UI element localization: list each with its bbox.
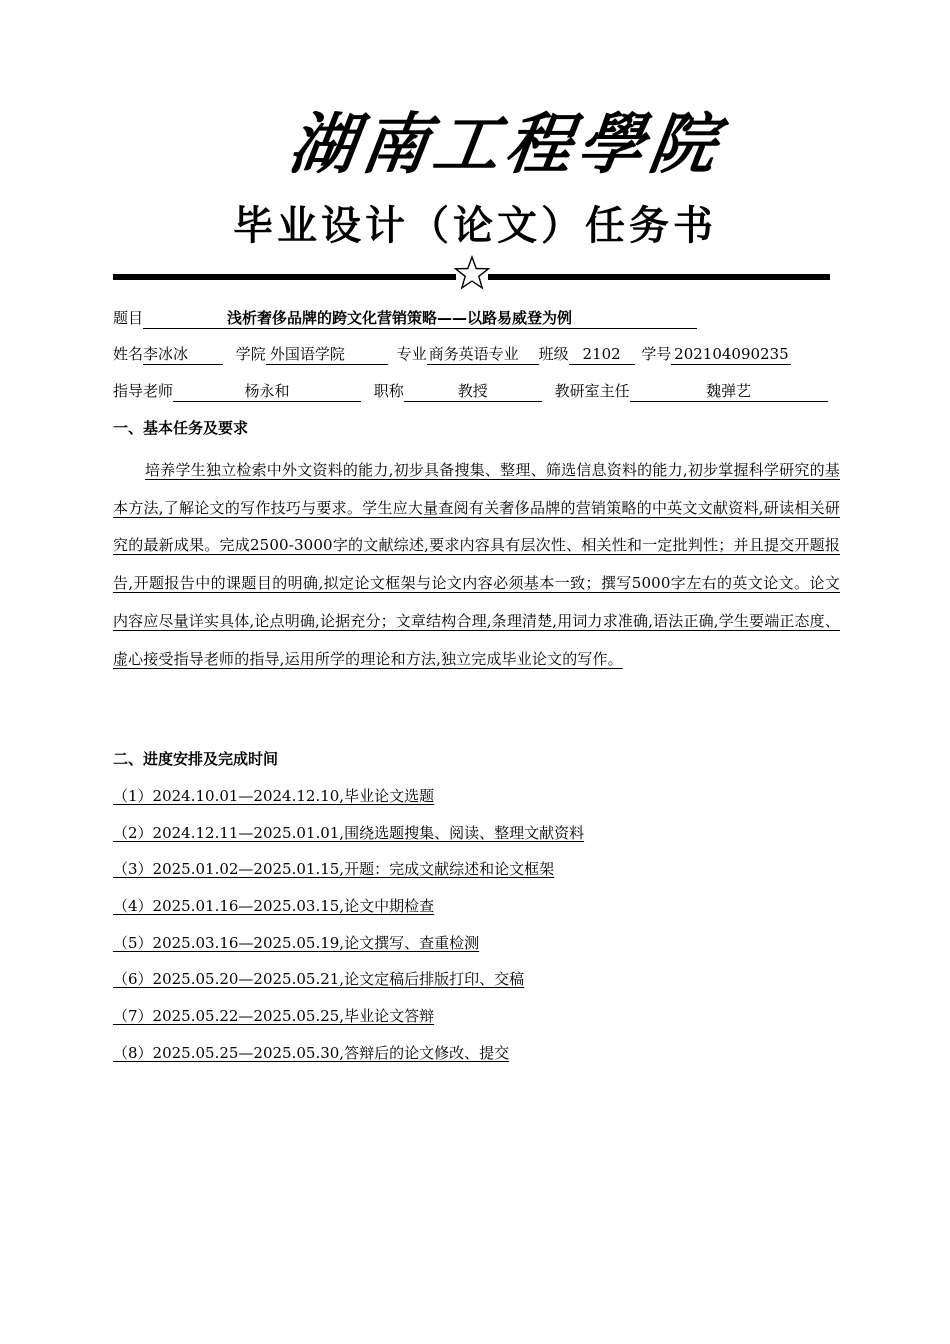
schedule-item: （2）2024.12.11—2025.01.01,围绕选题搜集、阅读、整理文献资料 (113, 824, 585, 842)
title-value: 教授 (404, 381, 542, 402)
schedule-item: （4）2025.01.16—2025.03.15,论文中期检查 (113, 897, 435, 915)
divider-right (488, 274, 830, 280)
class-value: 2102 (569, 344, 635, 365)
advisor-label: 指导老师 (113, 382, 174, 400)
title-label: 职称 (373, 382, 404, 400)
schedule-item: （5）2025.03.16—2025.05.19,论文撰写、查重检测 (113, 934, 480, 952)
topic-label: 题目 (113, 309, 144, 327)
section2-heading: 二、进度安排及完成时间 (113, 750, 279, 768)
student-id-label: 学号 (641, 345, 672, 363)
section1-paragraph: 培养学生独立检索中外文资料的能力,初步具备搜集、整理、筛选信息资料的能力,初步掌握科学研究的基本方法,了解论文的写作技巧与要求。学生应大量查阅有关奢侈品牌的营销策略的中英文文献资料,研读相关研究的最新成果。完成2500-3000字的文献综述,要求内容具有层次性、相关性和一定批判性；并且提交开题报告,开题报告中的课题目的明确,拟定论文框架与论文内容必须基本一致；撰写5000字左右的英文论文。论文内容应尽量详实具体,论点明确,论据充分；文章结构合理,条理清楚,用词力求准确,语法正确,学生要端正态度、虚心接受指导老师的指导,运用所学的理论和方法,独立完成毕业论文的写作。 (113, 461, 840, 668)
topic-value: 浅析奢侈品牌的跨文化营销策略——以路易威登为例 (143, 308, 697, 329)
name-value: 李冰冰 (143, 344, 223, 365)
major-value: 商务英语专业 (427, 344, 539, 365)
topic-row (113, 307, 697, 329)
schedule-item: （3）2025.01.02—2025.01.15,开题：完成文献综述和论文框架 (113, 860, 555, 878)
class-label: 班级 (538, 345, 569, 363)
name-label: 姓名 (113, 345, 144, 363)
college-label: 学院 (235, 345, 266, 363)
schedule-item: （8）2025.05.25—2025.05.30,答辩后的论文修改、提交 (113, 1044, 510, 1062)
star-icon (454, 255, 490, 291)
section1-heading: 一、基本任务及要求 (113, 419, 249, 437)
schedule-item: （7）2025.05.22—2025.05.25,毕业论文答辩 (113, 1007, 435, 1025)
advisor-value: 杨永和 (173, 381, 361, 402)
schedule-item: （6）2025.05.20—2025.05.21,论文定稿后排版打印、交稿 (113, 970, 525, 988)
advisor-row (113, 380, 828, 402)
divider-left (113, 274, 456, 280)
schedule-item: （1）2024.10.01—2024.12.10,毕业论文选题 (113, 787, 435, 805)
director-label: 教研室主任 (554, 382, 630, 400)
major-label: 专业 (396, 345, 427, 363)
student-info-row (113, 343, 791, 365)
director-value: 魏弹艺 (630, 381, 828, 402)
document-title: 毕业设计（论文）任务书 (233, 203, 717, 249)
college-value: 外国语学院 (266, 344, 388, 365)
school-logo: 湖南工程學院 (284, 105, 728, 183)
student-id-value: 202104090235 (671, 344, 791, 365)
